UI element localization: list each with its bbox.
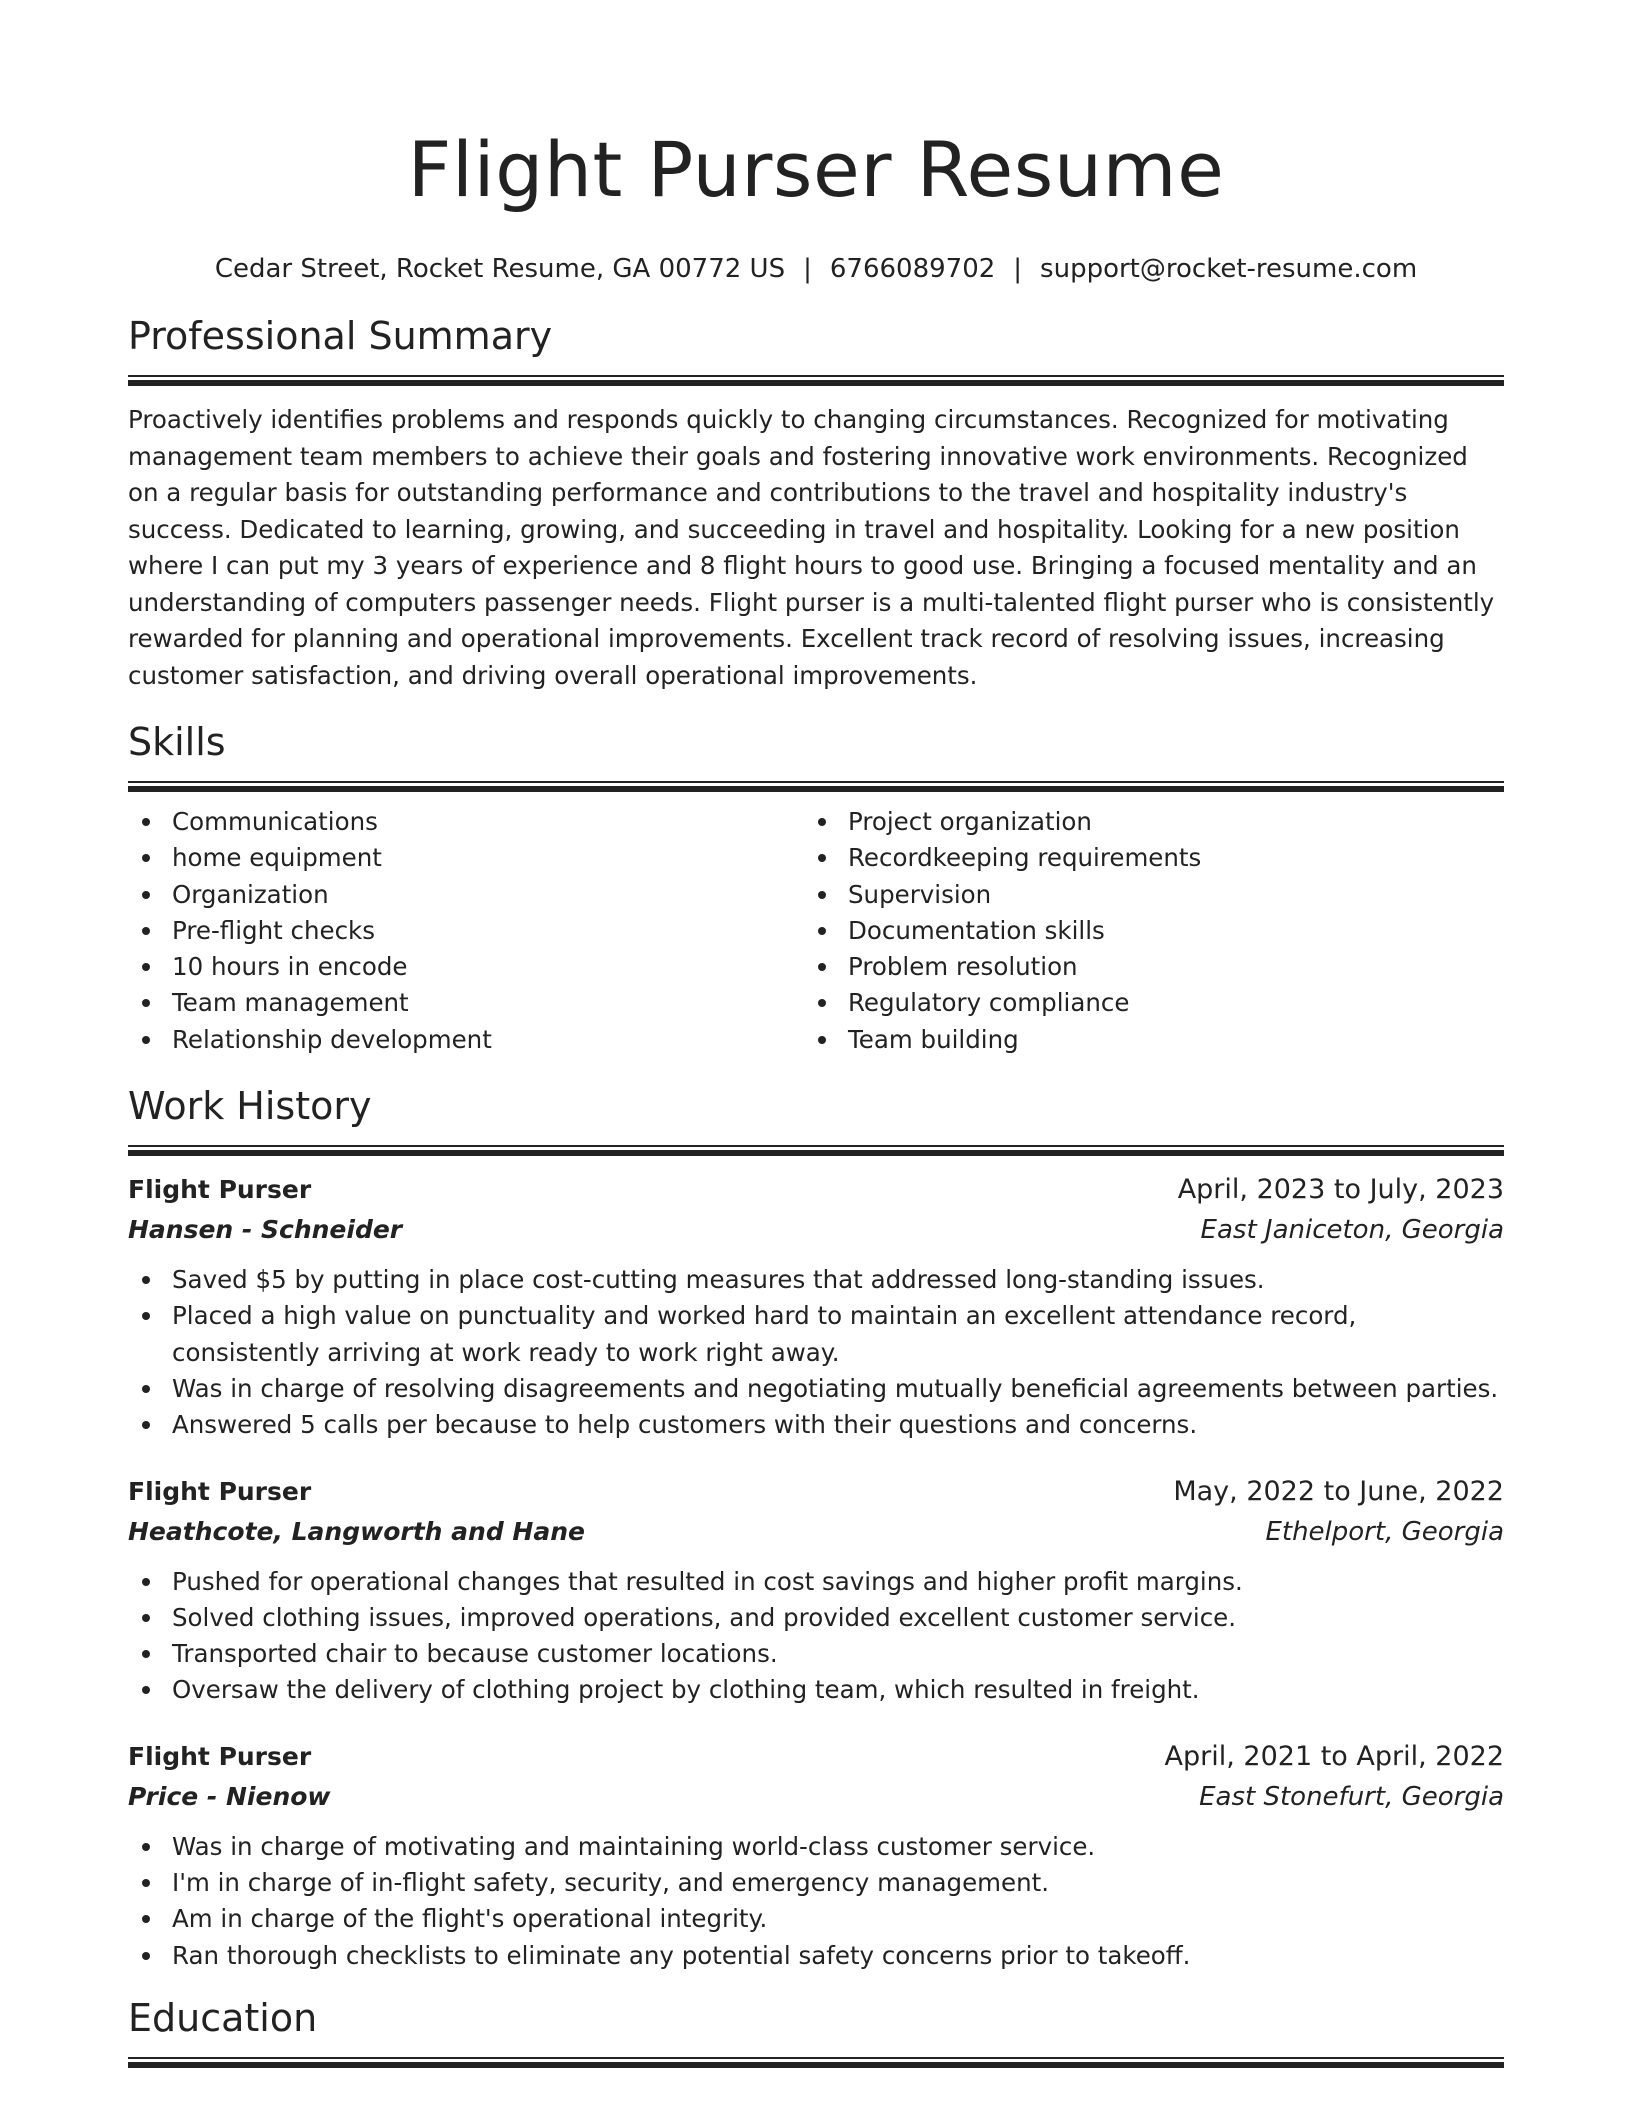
bullet-icon bbox=[142, 1385, 150, 1393]
skill-label: Team building bbox=[848, 1024, 1019, 1054]
skills-right-column bbox=[804, 804, 1480, 1058]
skills-left-column bbox=[128, 804, 804, 1058]
job-entry bbox=[128, 1472, 1504, 1709]
skill-label: Documentation skills bbox=[848, 915, 1105, 945]
skill-item bbox=[804, 949, 1480, 985]
job-bullet bbox=[128, 1938, 1504, 1974]
job-bullet-text: I'm in charge of in-flight safety, security, and emergency management. bbox=[172, 1868, 1049, 1898]
bullet-icon bbox=[818, 1036, 826, 1044]
bullet-icon bbox=[142, 1276, 150, 1284]
job-bullet-text: Placed a high value on punctuality and worked hard to maintain an excellent attendance record, consistently arriving at work ready to work right away. bbox=[172, 1301, 1357, 1367]
bullet-icon bbox=[142, 927, 150, 935]
job-header-row bbox=[128, 1170, 1504, 1210]
summary-heading: Professional Summary bbox=[128, 314, 553, 358]
job-bullet bbox=[128, 1829, 1504, 1865]
job-bullet-text: Oversaw the delivery of clothing project by clothing team, which resulted in freight. bbox=[172, 1675, 1200, 1705]
skill-label: Supervision bbox=[848, 879, 992, 909]
job-company-row bbox=[128, 1210, 1504, 1250]
job-bullet bbox=[128, 1564, 1504, 1600]
summary-section bbox=[128, 312, 1504, 694]
bullet-icon bbox=[142, 1843, 150, 1851]
skill-label: Pre-flight checks bbox=[172, 915, 375, 945]
skill-item bbox=[128, 949, 804, 985]
job-entry bbox=[128, 1737, 1504, 1974]
skills-heading: Skills bbox=[128, 720, 226, 764]
skill-item bbox=[804, 913, 1480, 949]
skill-item bbox=[128, 913, 804, 949]
skill-item bbox=[804, 985, 1480, 1021]
job-entry bbox=[128, 1170, 1504, 1443]
job-bullet-text: Transported chair to because customer locations. bbox=[172, 1639, 778, 1669]
job-bullet bbox=[128, 1901, 1504, 1937]
bullet-icon bbox=[142, 1915, 150, 1923]
bullet-icon bbox=[142, 1686, 150, 1694]
skill-label: Organization bbox=[172, 879, 329, 909]
skill-label: Regulatory compliance bbox=[848, 988, 1130, 1018]
job-bullets bbox=[128, 1564, 1504, 1709]
job-bullet-text: Was in charge of resolving disagreements and negotiating mutually beneficial agreements between parties. bbox=[172, 1373, 1499, 1403]
skills-section bbox=[128, 718, 1504, 1058]
job-company-row bbox=[128, 1512, 1504, 1552]
bullet-icon bbox=[818, 999, 826, 1007]
skill-item bbox=[804, 840, 1480, 876]
bullet-icon bbox=[818, 818, 826, 826]
job-bullet bbox=[128, 1865, 1504, 1901]
job-bullet-text: Saved $5 by putting in place cost-cutting measures that addressed long-standing issues. bbox=[172, 1265, 1265, 1295]
summary-text: Proactively identifies problems and responds quickly to changing circumstances. Recognized for motivating management team members to achieve their goals and fostering innovative work environments. Recognized on a regular basis for outstanding performance and contributions to the travel and hospitality industry's success. Dedicated to learning, growing, and succeeding in travel and hospitality. Looking for a new position where I can put my 3 years of experience and 8 flight hours to good use. Bringing a focused mentality and an understanding of computers passenger needs. Flight purser is a multi-talented flight purser who is consistently rewarded for planning and operational improvements. Excellent track record of resolving issues, increasing customer satisfaction, and driving overall operational improvements. bbox=[128, 405, 1495, 690]
skill-label: Relationship development bbox=[172, 1024, 492, 1054]
job-company-row bbox=[128, 1777, 1504, 1817]
bullet-icon bbox=[142, 854, 150, 862]
job-bullets bbox=[128, 1829, 1504, 1974]
job-bullet bbox=[128, 1407, 1504, 1443]
job-location: East Stonefurt, Georgia bbox=[1199, 1781, 1504, 1812]
contact-email[interactable]: support@rocket-resume.com bbox=[1040, 254, 1418, 284]
skill-label: Communications bbox=[172, 807, 378, 836]
bullet-icon bbox=[818, 891, 826, 899]
section-divider bbox=[128, 375, 1504, 386]
bullet-icon bbox=[142, 1036, 150, 1044]
skill-label: Problem resolution bbox=[848, 952, 1078, 982]
section-divider bbox=[128, 2057, 1504, 2068]
job-bullet bbox=[128, 1600, 1504, 1636]
job-header-row bbox=[128, 1472, 1504, 1512]
job-bullets bbox=[128, 1262, 1504, 1443]
skill-item bbox=[128, 840, 804, 876]
bullet-icon bbox=[818, 963, 826, 971]
job-bullet-text: Answered 5 calls per because to help customers with their questions and concerns. bbox=[172, 1410, 1198, 1440]
job-header-row bbox=[128, 1737, 1504, 1777]
contact-address: Cedar Street, Rocket Resume, GA 00772 US bbox=[214, 254, 786, 284]
bullet-icon bbox=[142, 1952, 150, 1960]
contact-separator: | bbox=[803, 254, 812, 284]
job-bullet bbox=[128, 1672, 1504, 1708]
bullet-icon bbox=[142, 999, 150, 1007]
job-dates: April, 2021 to April, 2022 bbox=[1164, 1740, 1504, 1772]
job-bullet bbox=[128, 1298, 1504, 1371]
skill-label: Project organization bbox=[848, 807, 1092, 836]
bullet-icon bbox=[142, 1421, 150, 1429]
job-bullet-text: Am in charge of the flight's operational integrity. bbox=[172, 1904, 768, 1934]
skill-item bbox=[804, 804, 1480, 840]
job-location: Ethelport, Georgia bbox=[1265, 1516, 1504, 1547]
bullet-icon bbox=[142, 1578, 150, 1586]
contact-phone: 6766089702 bbox=[829, 254, 996, 284]
job-dates: April, 2023 to July, 2023 bbox=[1177, 1174, 1504, 1206]
bullet-icon bbox=[142, 963, 150, 971]
section-divider bbox=[128, 781, 1504, 792]
job-dates: May, 2022 to June, 2022 bbox=[1173, 1475, 1504, 1507]
job-company: Price - Nienow bbox=[128, 1781, 331, 1811]
skill-label: 10 hours in encode bbox=[172, 952, 408, 982]
job-bullet bbox=[128, 1371, 1504, 1407]
skill-label: home equipment bbox=[172, 843, 382, 873]
job-bullet-text: Was in charge of motivating and maintaining world-class customer service. bbox=[172, 1831, 1096, 1861]
work-history-section bbox=[128, 1082, 1504, 1974]
job-title: Flight Purser bbox=[128, 1741, 312, 1771]
resume-title: Flight Purser Resume bbox=[407, 125, 1225, 214]
section-divider bbox=[128, 1145, 1504, 1156]
education-section bbox=[128, 1994, 1504, 2068]
bullet-icon bbox=[818, 927, 826, 935]
bullet-icon bbox=[142, 1650, 150, 1658]
job-bullet bbox=[128, 1636, 1504, 1672]
job-title: Flight Purser bbox=[128, 1476, 312, 1506]
bullet-icon bbox=[818, 854, 826, 862]
work-history-heading: Work History bbox=[128, 1084, 372, 1129]
skills-columns bbox=[128, 804, 1504, 1058]
job-company: Heathcote, Langworth and Hane bbox=[128, 1516, 585, 1546]
job-bullet bbox=[128, 1262, 1504, 1298]
job-company: Hansen - Schneider bbox=[128, 1215, 403, 1245]
bullet-icon bbox=[142, 1312, 150, 1320]
job-bullet-text: Ran thorough checklists to eliminate any potential safety concerns prior to takeoff. bbox=[172, 1940, 1191, 1970]
skill-item bbox=[128, 985, 804, 1021]
bullet-icon bbox=[142, 891, 150, 899]
skill-item bbox=[128, 1022, 804, 1058]
skill-item bbox=[128, 804, 804, 840]
skill-item bbox=[128, 877, 804, 913]
skill-item bbox=[804, 877, 1480, 913]
bullet-icon bbox=[142, 1879, 150, 1887]
job-title: Flight Purser bbox=[128, 1175, 312, 1205]
skill-label: Recordkeeping requirements bbox=[848, 843, 1202, 873]
skill-item bbox=[804, 1022, 1480, 1058]
job-bullet-text: Pushed for operational changes that resulted in cost savings and higher profit margins. bbox=[172, 1566, 1243, 1596]
bullet-icon bbox=[142, 818, 150, 826]
contact-line bbox=[128, 252, 1504, 286]
bullet-icon bbox=[142, 1614, 150, 1622]
skill-label: Team management bbox=[172, 988, 409, 1018]
job-location: East Janiceton, Georgia bbox=[1200, 1215, 1504, 1246]
job-bullet-text: Solved clothing issues, improved operations, and provided excellent customer service. bbox=[172, 1602, 1237, 1632]
education-heading: Education bbox=[128, 1995, 318, 2040]
contact-separator: | bbox=[1013, 254, 1023, 284]
